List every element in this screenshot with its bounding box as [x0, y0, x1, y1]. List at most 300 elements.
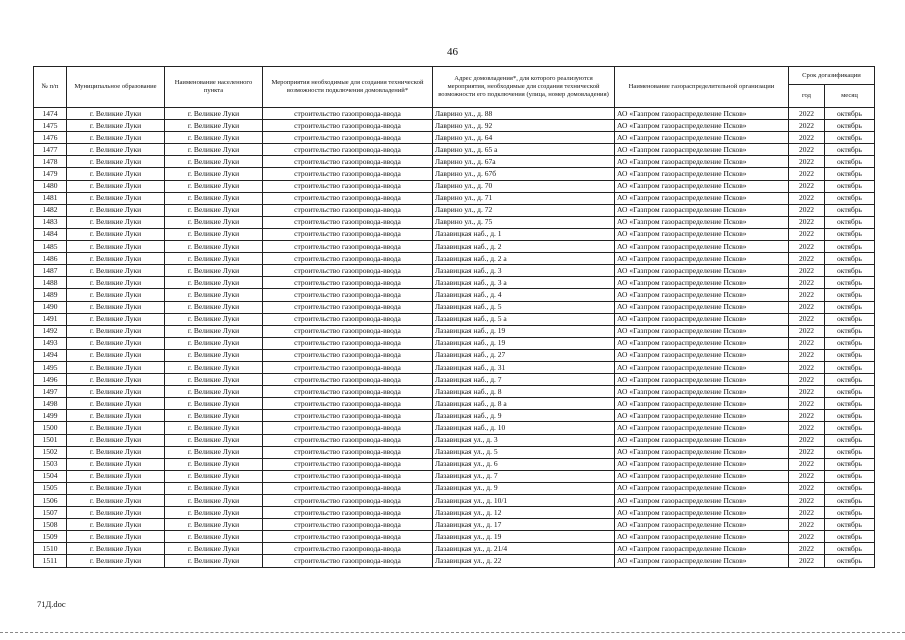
activity-cell: строительство газопровода-ввода — [263, 192, 433, 204]
locality-cell: г. Великие Луки — [165, 216, 263, 228]
year-cell: 2022 — [789, 555, 825, 567]
organization-cell: АО «Газпром газораспределение Псков» — [615, 253, 789, 265]
address-cell: Лазавицкая ул., д. 17 — [433, 519, 615, 531]
municipality-cell: г. Великие Луки — [67, 531, 165, 543]
activity-cell: строительство газопровода-ввода — [263, 531, 433, 543]
address-cell: Лаврино ул., д. 64 — [433, 132, 615, 144]
activity-cell: строительство газопровода-ввода — [263, 156, 433, 168]
row-number: 1492 — [34, 325, 67, 337]
organization-cell: АО «Газпром газораспределение Псков» — [615, 531, 789, 543]
organization-cell: АО «Газпром газораспределение Псков» — [615, 398, 789, 410]
table-row — [34, 228, 875, 240]
year-cell: 2022 — [789, 337, 825, 349]
address-cell: Лаврино ул., д. 71 — [433, 192, 615, 204]
year-cell: 2022 — [789, 168, 825, 180]
table-row — [34, 398, 875, 410]
organization-cell: АО «Газпром газораспределение Псков» — [615, 228, 789, 240]
locality-cell: г. Великие Луки — [165, 470, 263, 482]
year-cell: 2022 — [789, 192, 825, 204]
activity-cell: строительство газопровода-ввода — [263, 361, 433, 373]
municipality-cell: г. Великие Луки — [67, 470, 165, 482]
address-cell: Лазавицкая наб., д. 10 — [433, 422, 615, 434]
header-term: Срок догазификации — [789, 67, 875, 85]
activity-cell: строительство газопровода-ввода — [263, 386, 433, 398]
row-number: 1479 — [34, 168, 67, 180]
month-cell: октябрь — [825, 144, 875, 156]
row-number: 1504 — [34, 470, 67, 482]
activity-cell: строительство газопровода-ввода — [263, 204, 433, 216]
municipality-cell: г. Великие Луки — [67, 543, 165, 555]
table-row — [34, 156, 875, 168]
month-cell: октябрь — [825, 168, 875, 180]
municipality-cell: г. Великие Луки — [67, 168, 165, 180]
locality-cell: г. Великие Луки — [165, 108, 263, 120]
municipality-cell: г. Великие Луки — [67, 289, 165, 301]
table-body — [34, 108, 875, 568]
month-cell: октябрь — [825, 204, 875, 216]
row-number: 1495 — [34, 361, 67, 373]
year-cell: 2022 — [789, 265, 825, 277]
row-number: 1496 — [34, 374, 67, 386]
month-cell: октябрь — [825, 361, 875, 373]
locality-cell: г. Великие Луки — [165, 543, 263, 555]
table-row — [34, 374, 875, 386]
locality-cell: г. Великие Луки — [165, 446, 263, 458]
locality-cell: г. Великие Луки — [165, 507, 263, 519]
year-cell: 2022 — [789, 543, 825, 555]
row-number: 1500 — [34, 422, 67, 434]
row-number: 1486 — [34, 253, 67, 265]
municipality-cell: г. Великие Луки — [67, 422, 165, 434]
row-number: 1502 — [34, 446, 67, 458]
address-cell: Лазавицкая наб., д. 2 а — [433, 253, 615, 265]
address-cell: Лазавицкая наб., д. 5 а — [433, 313, 615, 325]
year-cell: 2022 — [789, 144, 825, 156]
activity-cell: строительство газопровода-ввода — [263, 132, 433, 144]
organization-cell: АО «Газпром газораспределение Псков» — [615, 543, 789, 555]
activity-cell: строительство газопровода-ввода — [263, 253, 433, 265]
year-cell: 2022 — [789, 180, 825, 192]
locality-cell: г. Великие Луки — [165, 156, 263, 168]
municipality-cell: г. Великие Луки — [67, 446, 165, 458]
year-cell: 2022 — [789, 301, 825, 313]
year-cell: 2022 — [789, 458, 825, 470]
header-address: Адрес домовладения*, для которого реализуются мероприятия, необходимые для создания технической возможности его подключения (улица, номер домовладения) — [433, 67, 615, 108]
row-number: 1508 — [34, 519, 67, 531]
municipality-cell: г. Великие Луки — [67, 180, 165, 192]
month-cell: октябрь — [825, 132, 875, 144]
organization-cell: АО «Газпром газораспределение Псков» — [615, 434, 789, 446]
activity-cell: строительство газопровода-ввода — [263, 241, 433, 253]
year-cell: 2022 — [789, 361, 825, 373]
organization-cell: АО «Газпром газораспределение Псков» — [615, 519, 789, 531]
address-cell: Лазавицкая наб., д. 27 — [433, 349, 615, 361]
locality-cell: г. Великие Луки — [165, 265, 263, 277]
municipality-cell: г. Великие Луки — [67, 108, 165, 120]
municipality-cell: г. Великие Луки — [67, 398, 165, 410]
address-cell: Лазавицкая ул., д. 10/1 — [433, 495, 615, 507]
organization-cell: АО «Газпром газораспределение Псков» — [615, 337, 789, 349]
activity-cell: строительство газопровода-ввода — [263, 265, 433, 277]
month-cell: октябрь — [825, 482, 875, 494]
locality-cell: г. Великие Луки — [165, 337, 263, 349]
address-cell: Лаврино ул., д. 72 — [433, 204, 615, 216]
locality-cell: г. Великие Луки — [165, 120, 263, 132]
municipality-cell: г. Великие Луки — [67, 301, 165, 313]
organization-cell: АО «Газпром газораспределение Псков» — [615, 241, 789, 253]
row-number: 1497 — [34, 386, 67, 398]
organization-cell: АО «Газпром газораспределение Псков» — [615, 289, 789, 301]
locality-cell: г. Великие Луки — [165, 277, 263, 289]
municipality-cell: г. Великие Луки — [67, 434, 165, 446]
month-cell: октябрь — [825, 265, 875, 277]
page-bottom-divider — [0, 632, 905, 633]
activity-cell: строительство газопровода-ввода — [263, 398, 433, 410]
table-row — [34, 180, 875, 192]
row-number: 1509 — [34, 531, 67, 543]
locality-cell: г. Великие Луки — [165, 519, 263, 531]
address-cell: Лазавицкая ул., д. 22 — [433, 555, 615, 567]
locality-cell: г. Великие Луки — [165, 495, 263, 507]
locality-cell: г. Великие Луки — [165, 144, 263, 156]
header-month: месяц — [825, 85, 875, 108]
row-number: 1493 — [34, 337, 67, 349]
locality-cell: г. Великие Луки — [165, 180, 263, 192]
row-number: 1482 — [34, 204, 67, 216]
year-cell: 2022 — [789, 482, 825, 494]
table-row — [34, 482, 875, 494]
row-number: 1485 — [34, 241, 67, 253]
municipality-cell: г. Великие Луки — [67, 241, 165, 253]
municipality-cell: г. Великие Луки — [67, 410, 165, 422]
table-row — [34, 192, 875, 204]
activity-cell: строительство газопровода-ввода — [263, 349, 433, 361]
municipality-cell: г. Великие Луки — [67, 361, 165, 373]
locality-cell: г. Великие Луки — [165, 241, 263, 253]
year-cell: 2022 — [789, 507, 825, 519]
activity-cell: строительство газопровода-ввода — [263, 543, 433, 555]
organization-cell: АО «Газпром газораспределение Псков» — [615, 156, 789, 168]
locality-cell: г. Великие Луки — [165, 168, 263, 180]
municipality-cell: г. Великие Луки — [67, 204, 165, 216]
month-cell: октябрь — [825, 120, 875, 132]
table-row — [34, 204, 875, 216]
municipality-cell: г. Великие Луки — [67, 495, 165, 507]
address-cell: Лаврино ул., д. 67б — [433, 168, 615, 180]
municipality-cell: г. Великие Луки — [67, 120, 165, 132]
municipality-cell: г. Великие Луки — [67, 325, 165, 337]
table-row — [34, 519, 875, 531]
table-row — [34, 434, 875, 446]
locality-cell: г. Великие Луки — [165, 531, 263, 543]
year-cell: 2022 — [789, 204, 825, 216]
municipality-cell: г. Великие Луки — [67, 482, 165, 494]
locality-cell: г. Великие Луки — [165, 301, 263, 313]
month-cell: октябрь — [825, 531, 875, 543]
header-num: № п/п — [34, 67, 67, 108]
header-year: год — [789, 85, 825, 108]
address-cell: Лаврино ул., д. 88 — [433, 108, 615, 120]
activity-cell: строительство газопровода-ввода — [263, 301, 433, 313]
organization-cell: АО «Газпром газораспределение Псков» — [615, 120, 789, 132]
year-cell: 2022 — [789, 495, 825, 507]
locality-cell: г. Великие Луки — [165, 434, 263, 446]
month-cell: октябрь — [825, 108, 875, 120]
municipality-cell: г. Великие Луки — [67, 337, 165, 349]
row-number: 1474 — [34, 108, 67, 120]
year-cell: 2022 — [789, 398, 825, 410]
activity-cell: строительство газопровода-ввода — [263, 313, 433, 325]
organization-cell: АО «Газпром газораспределение Псков» — [615, 458, 789, 470]
table-row — [34, 289, 875, 301]
year-cell: 2022 — [789, 132, 825, 144]
organization-cell: АО «Газпром газораспределение Псков» — [615, 301, 789, 313]
table-row — [34, 108, 875, 120]
organization-cell: АО «Газпром газораспределение Псков» — [615, 216, 789, 228]
month-cell: октябрь — [825, 519, 875, 531]
row-number: 1510 — [34, 543, 67, 555]
address-cell: Лазавицкая ул., д. 12 — [433, 507, 615, 519]
activity-cell: строительство газопровода-ввода — [263, 434, 433, 446]
organization-cell: АО «Газпром газораспределение Псков» — [615, 144, 789, 156]
month-cell: октябрь — [825, 543, 875, 555]
address-cell: Лазавицкая ул., д. 21/4 — [433, 543, 615, 555]
row-number: 1498 — [34, 398, 67, 410]
month-cell: октябрь — [825, 301, 875, 313]
municipality-cell: г. Великие Луки — [67, 507, 165, 519]
year-cell: 2022 — [789, 156, 825, 168]
address-cell: Лазавицкая ул., д. 3 — [433, 434, 615, 446]
activity-cell: строительство газопровода-ввода — [263, 374, 433, 386]
row-number: 1476 — [34, 132, 67, 144]
organization-cell: АО «Газпром газораспределение Псков» — [615, 422, 789, 434]
year-cell: 2022 — [789, 470, 825, 482]
locality-cell: г. Великие Луки — [165, 228, 263, 240]
month-cell: октябрь — [825, 410, 875, 422]
year-cell: 2022 — [789, 289, 825, 301]
month-cell: октябрь — [825, 422, 875, 434]
address-cell: Лазавицкая ул., д. 5 — [433, 446, 615, 458]
organization-cell: АО «Газпром газораспределение Псков» — [615, 495, 789, 507]
table-row — [34, 337, 875, 349]
municipality-cell: г. Великие Луки — [67, 253, 165, 265]
activity-cell: строительство газопровода-ввода — [263, 325, 433, 337]
year-cell: 2022 — [789, 519, 825, 531]
table-row — [34, 470, 875, 482]
address-cell: Лазавицкая наб., д. 8 — [433, 386, 615, 398]
month-cell: октябрь — [825, 253, 875, 265]
year-cell: 2022 — [789, 410, 825, 422]
locality-cell: г. Великие Луки — [165, 386, 263, 398]
address-cell: Лазавицкая ул., д. 7 — [433, 470, 615, 482]
activity-cell: строительство газопровода-ввода — [263, 555, 433, 567]
locality-cell: г. Великие Луки — [165, 204, 263, 216]
header-locality: Наименование населенного пункта — [165, 67, 263, 108]
row-number: 1494 — [34, 349, 67, 361]
month-cell: октябрь — [825, 277, 875, 289]
month-cell: октябрь — [825, 325, 875, 337]
table-row — [34, 132, 875, 144]
organization-cell: АО «Газпром газораспределение Псков» — [615, 265, 789, 277]
year-cell: 2022 — [789, 108, 825, 120]
table-row — [34, 241, 875, 253]
table-row — [34, 349, 875, 361]
month-cell: октябрь — [825, 458, 875, 470]
row-number: 1480 — [34, 180, 67, 192]
activity-cell: строительство газопровода-ввода — [263, 216, 433, 228]
table-row — [34, 422, 875, 434]
locality-cell: г. Великие Луки — [165, 374, 263, 386]
row-number: 1488 — [34, 277, 67, 289]
year-cell: 2022 — [789, 277, 825, 289]
table-row — [34, 555, 875, 567]
year-cell: 2022 — [789, 446, 825, 458]
activity-cell: строительство газопровода-ввода — [263, 470, 433, 482]
municipality-cell: г. Великие Луки — [67, 458, 165, 470]
organization-cell: АО «Газпром газораспределение Псков» — [615, 168, 789, 180]
row-number: 1475 — [34, 120, 67, 132]
address-cell: Лазавицкая наб., д. 1 — [433, 228, 615, 240]
municipality-cell: г. Великие Луки — [67, 374, 165, 386]
row-number: 1506 — [34, 495, 67, 507]
organization-cell: АО «Газпром газораспределение Псков» — [615, 180, 789, 192]
locality-cell: г. Великие Луки — [165, 325, 263, 337]
table-row — [34, 301, 875, 313]
table-row — [34, 410, 875, 422]
organization-cell: АО «Газпром газораспределение Псков» — [615, 349, 789, 361]
locality-cell: г. Великие Луки — [165, 132, 263, 144]
address-cell: Лаврино ул., д. 70 — [433, 180, 615, 192]
month-cell: октябрь — [825, 374, 875, 386]
table-row — [34, 543, 875, 555]
table-row — [34, 325, 875, 337]
address-cell: Лаврино ул., д. 75 — [433, 216, 615, 228]
locality-cell: г. Великие Луки — [165, 482, 263, 494]
address-cell: Лазавицкая наб., д. 19 — [433, 337, 615, 349]
month-cell: октябрь — [825, 156, 875, 168]
document-filename: 71Д.doc — [37, 599, 66, 609]
address-cell: Лазавицкая наб., д. 8 а — [433, 398, 615, 410]
page-number: 46 — [447, 46, 458, 58]
table-row — [34, 386, 875, 398]
address-cell: Лазавицкая наб., д. 7 — [433, 374, 615, 386]
month-cell: октябрь — [825, 180, 875, 192]
month-cell: октябрь — [825, 289, 875, 301]
locality-cell: г. Великие Луки — [165, 410, 263, 422]
organization-cell: АО «Газпром газораспределение Псков» — [615, 410, 789, 422]
organization-cell: АО «Газпром газораспределение Псков» — [615, 470, 789, 482]
year-cell: 2022 — [789, 241, 825, 253]
table-row — [34, 120, 875, 132]
address-cell: Лазавицкая наб., д. 3 — [433, 265, 615, 277]
activity-cell: строительство газопровода-ввода — [263, 495, 433, 507]
activity-cell: строительство газопровода-ввода — [263, 108, 433, 120]
month-cell: октябрь — [825, 555, 875, 567]
year-cell: 2022 — [789, 374, 825, 386]
activity-cell: строительство газопровода-ввода — [263, 446, 433, 458]
table-row — [34, 507, 875, 519]
row-number: 1481 — [34, 192, 67, 204]
locality-cell: г. Великие Луки — [165, 555, 263, 567]
activity-cell: строительство газопровода-ввода — [263, 422, 433, 434]
activity-cell: строительство газопровода-ввода — [263, 410, 433, 422]
month-cell: октябрь — [825, 349, 875, 361]
table-row — [34, 277, 875, 289]
month-cell: октябрь — [825, 434, 875, 446]
organization-cell: АО «Газпром газораспределение Псков» — [615, 555, 789, 567]
row-number: 1483 — [34, 216, 67, 228]
table-row — [34, 313, 875, 325]
activity-cell: строительство газопровода-ввода — [263, 168, 433, 180]
locality-cell: г. Великие Луки — [165, 349, 263, 361]
locality-cell: г. Великие Луки — [165, 398, 263, 410]
year-cell: 2022 — [789, 434, 825, 446]
activity-cell: строительство газопровода-ввода — [263, 120, 433, 132]
address-cell: Лазавицкая наб., д. 4 — [433, 289, 615, 301]
table-row — [34, 216, 875, 228]
municipality-cell: г. Великие Луки — [67, 144, 165, 156]
row-number: 1505 — [34, 482, 67, 494]
month-cell: октябрь — [825, 446, 875, 458]
organization-cell: АО «Газпром газораспределение Псков» — [615, 192, 789, 204]
activity-cell: строительство газопровода-ввода — [263, 277, 433, 289]
municipality-cell: г. Великие Луки — [67, 216, 165, 228]
month-cell: октябрь — [825, 192, 875, 204]
address-cell: Лазавицкая наб., д. 5 — [433, 301, 615, 313]
address-cell: Лазавицкая ул., д. 19 — [433, 531, 615, 543]
row-number: 1507 — [34, 507, 67, 519]
municipality-cell: г. Великие Луки — [67, 313, 165, 325]
organization-cell: АО «Газпром газораспределение Псков» — [615, 204, 789, 216]
activity-cell: строительство газопровода-ввода — [263, 144, 433, 156]
organization-cell: АО «Газпром газораспределение Псков» — [615, 277, 789, 289]
activity-cell: строительство газопровода-ввода — [263, 180, 433, 192]
year-cell: 2022 — [789, 386, 825, 398]
table-row — [34, 265, 875, 277]
address-cell: Лазавицкая наб., д. 2 — [433, 241, 615, 253]
month-cell: октябрь — [825, 495, 875, 507]
table-row — [34, 168, 875, 180]
table-row — [34, 458, 875, 470]
month-cell: октябрь — [825, 507, 875, 519]
year-cell: 2022 — [789, 228, 825, 240]
organization-cell: АО «Газпром газораспределение Псков» — [615, 132, 789, 144]
month-cell: октябрь — [825, 228, 875, 240]
table-row — [34, 144, 875, 156]
organization-cell: АО «Газпром газораспределение Псков» — [615, 482, 789, 494]
organization-cell: АО «Газпром газораспределение Псков» — [615, 507, 789, 519]
table-row — [34, 361, 875, 373]
locality-cell: г. Великие Луки — [165, 192, 263, 204]
address-cell: Лазавицкая ул., д. 9 — [433, 482, 615, 494]
header-organization: Наименование газораспределительной организации — [615, 67, 789, 108]
organization-cell: АО «Газпром газораспределение Псков» — [615, 108, 789, 120]
municipality-cell: г. Великие Луки — [67, 277, 165, 289]
activity-cell: строительство газопровода-ввода — [263, 289, 433, 301]
month-cell: октябрь — [825, 386, 875, 398]
address-cell: Лазавицкая ул., д. 6 — [433, 458, 615, 470]
organization-cell: АО «Газпром газораспределение Псков» — [615, 313, 789, 325]
header-activity: Мероприятия необходимые для создания технической возможности подключения домовладений* — [263, 67, 433, 108]
month-cell: октябрь — [825, 337, 875, 349]
municipality-cell: г. Великие Луки — [67, 555, 165, 567]
municipality-cell: г. Великие Луки — [67, 156, 165, 168]
gasification-table — [33, 66, 875, 568]
municipality-cell: г. Великие Луки — [67, 132, 165, 144]
year-cell: 2022 — [789, 325, 825, 337]
activity-cell: строительство газопровода-ввода — [263, 507, 433, 519]
month-cell: октябрь — [825, 241, 875, 253]
